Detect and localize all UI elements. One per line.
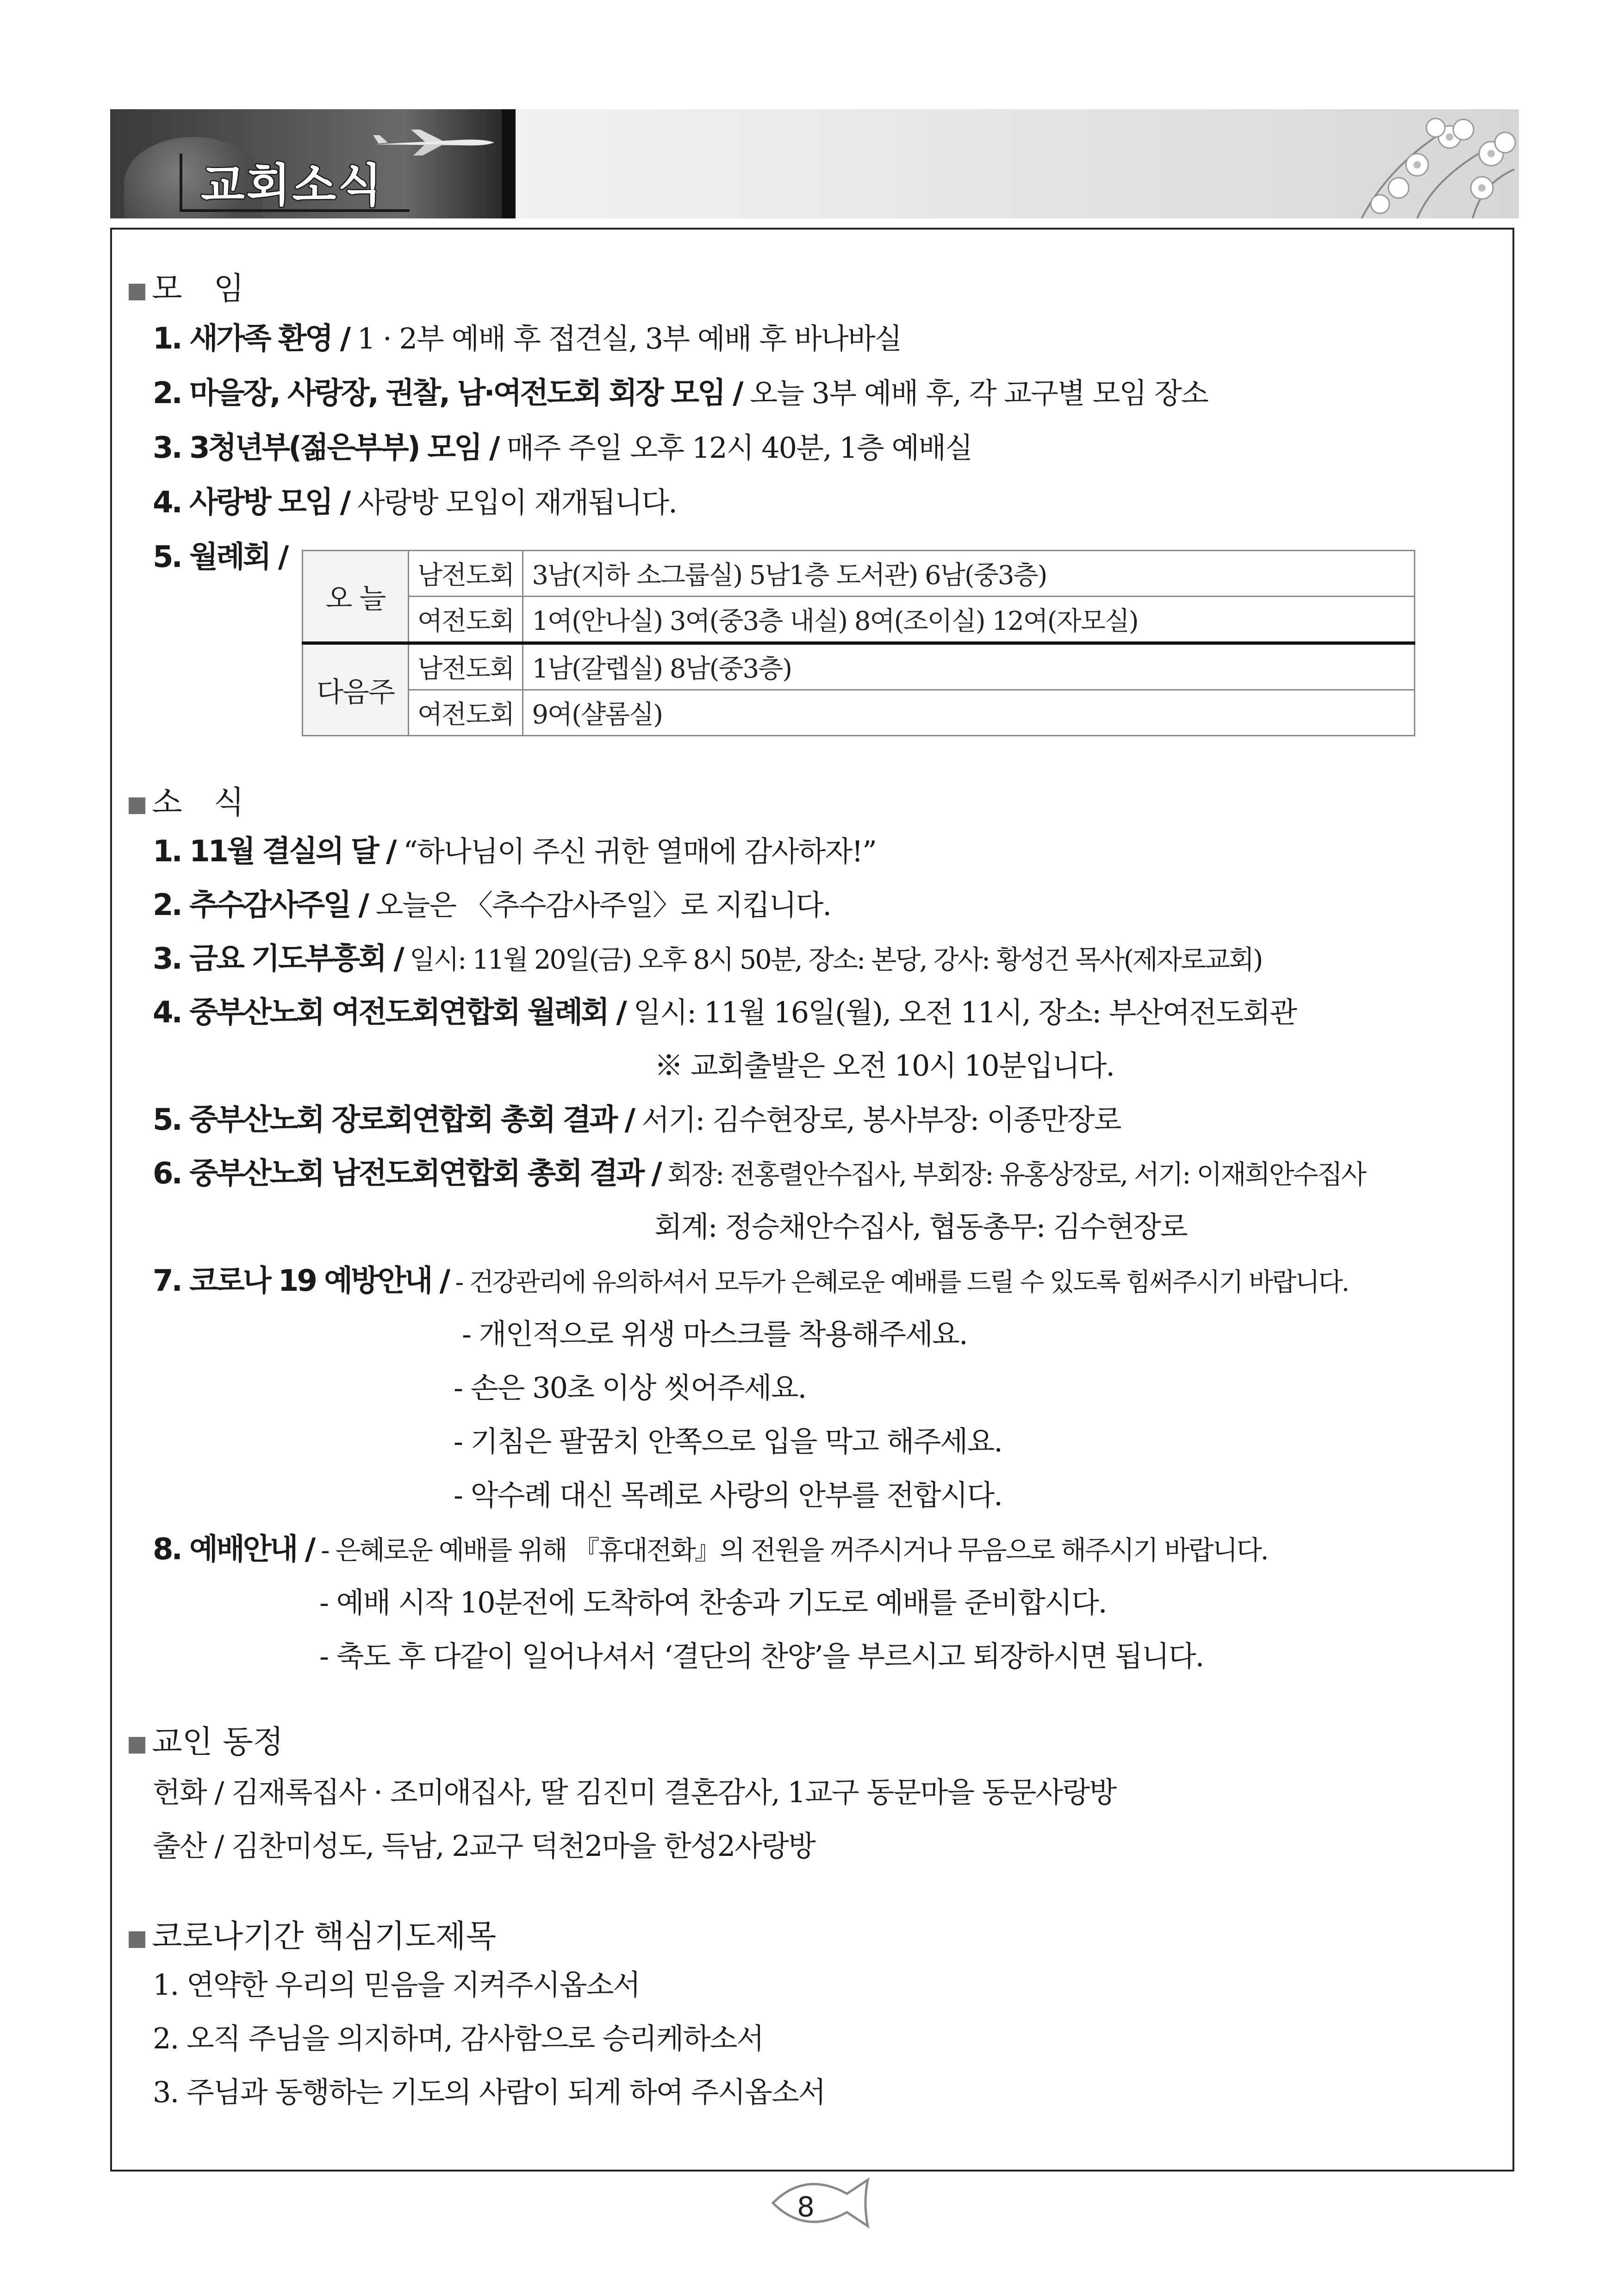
square-bullet-icon — [129, 284, 145, 300]
square-bullet-icon — [129, 1931, 145, 1948]
table-cell: 남전도회 — [409, 551, 523, 597]
news-item: 1. 11월 결실의 달 / “하나님이 주신 귀한 열매에 감사하자!” — [153, 834, 876, 869]
members-item: 헌화 / 김재록집사 · 조미애집사, 딸 김진미 결혼감사, 1교구 동문마을 동문사랑방 — [153, 1775, 1116, 1809]
table-cell: 1남(갈렙실) 8남(중3층) — [523, 643, 1415, 690]
news-item: 7. 코로나 19 예방안내 / - 건강관리에 유의하셔서 모두가 은혜로운 예배를 드릴 수 있도록 힘써주시기 바랍니다. — [153, 1264, 1349, 1298]
page-number: 8 — [768, 2175, 879, 2231]
news-item: 2. 추수감사주일 / 오늘은 〈추수감사주일〉로 지킵니다. — [153, 888, 831, 922]
section-header-banner — [110, 109, 1519, 218]
news-item-note: - 개인적으로 위생 마스크를 착용해주세요. — [462, 1317, 967, 1351]
news-item: 3. 금요 기도부흥회 / 일시: 11월 20일(금) 오후 8시 50분, 장소: 본당, 강사: 황성건 목사(제자로교회) — [153, 942, 1262, 976]
section-title-members: 교인 동정 — [129, 1717, 283, 1762]
meeting-item: 3. 3청년부(젊은부부) 모임 / 매주 주일 오후 12시 40분, 1층 예배실 — [153, 431, 972, 465]
table-cell: 1여(안나실) 3여(중3층 내실) 8여(조이실) 12여(자모실) — [523, 597, 1415, 643]
news-item-note: - 악수례 대신 목례로 사랑의 안부를 전합시다. — [454, 1478, 1002, 1512]
monthly-meeting-table — [302, 550, 1415, 736]
prayer-item: 3. 주님과 동행하는 기도의 사람이 되게 하여 주시옵소서 — [153, 2075, 825, 2109]
table-row — [303, 597, 1415, 643]
prayer-item: 1. 연약한 우리의 믿음을 지켜주시옵소서 — [153, 1968, 640, 2002]
news-item-note: - 기침은 팔꿈치 안쪽으로 입을 막고 해주세요. — [454, 1425, 1002, 1458]
section-title-news: 소 식 — [129, 778, 244, 822]
news-item: 5. 중부산노회 장로회연합회 총회 결과 / 서기: 김수현장로, 봉사부장: 이종만장로 — [153, 1103, 1121, 1137]
meeting-item: 1. 새가족 환영 / 1 · 2부 예배 후 접견실, 3부 예배 후 바나바실 — [153, 322, 902, 356]
news-item-note: - 예배 시작 10분전에 도착하여 찬송과 기도로 예배를 준비합시다. — [319, 1586, 1107, 1619]
news-item-note: ※ 교회출발은 오전 10시 10분입니다. — [654, 1049, 1114, 1083]
flowers-icon — [1297, 109, 1519, 218]
news-item: 6. 중부산노회 남전도회연합회 총회 결과 / 회장: 전홍렬안수집사, 부회장: 유홍상장로, 서기: 이재희안수집사 — [153, 1157, 1365, 1191]
table-cell: 여전도회 — [409, 597, 523, 643]
section-title-prayer: 코로나기간 핵심기도제목 — [129, 1911, 496, 1956]
table-row — [303, 643, 1415, 690]
table-row — [303, 690, 1415, 736]
table-group-cell: 다음주 — [303, 643, 409, 736]
table-cell: 3남(지하 소그룹실) 5남1층 도서관) 6남(중3층) — [523, 551, 1415, 597]
meeting-item: 2. 마을장, 사랑장, 권찰, 남·여전도회 회장 모임 / 오늘 3부 예배 후, 각 교구별 모임 장소 — [153, 376, 1208, 411]
header-divider — [502, 109, 516, 218]
fish-icon — [768, 2175, 879, 2231]
square-bullet-icon — [129, 797, 145, 814]
table-cell: 남전도회 — [409, 643, 523, 690]
table-cell: 여전도회 — [409, 690, 523, 736]
table-group-cell: 오 늘 — [303, 551, 409, 643]
table-row — [303, 551, 1415, 597]
news-item-note: - 손은 30초 이상 씻어주세요. — [454, 1371, 806, 1405]
news-item: 4. 중부산노회 여전도회연합회 월례회 / 일시: 11월 16일(월), 오전 11시, 장소: 부산여전도회관 — [153, 996, 1297, 1030]
members-item: 출산 / 김찬미성도, 득남, 2교구 덕천2마을 한성2사랑방 — [153, 1829, 815, 1863]
meeting-item: 4. 사랑방 모임 / 사랑방 모입이 재개됩니다. — [153, 485, 677, 520]
table-cell: 9여(샬롬실) — [523, 690, 1415, 736]
meeting-item: 5. 월례회 / — [153, 540, 287, 574]
news-item-note: - 축도 후 다같이 일어나셔서 ‘결단의 찬양’을 부르시고 퇴장하시면 됩니다. — [319, 1639, 1204, 1673]
square-bullet-icon — [129, 1737, 145, 1754]
section-title-meeting: 모 임 — [129, 264, 244, 309]
page-title: 교회소식 — [180, 154, 410, 212]
news-item: 8. 예배안내 / - 은혜로운 예배를 위해 『휴대전화』의 전원을 꺼주시거나 무음으로 해주시기 바랍니다. — [153, 1532, 1268, 1567]
news-item-note: 회계: 정승채안수집사, 협동총무: 김수현장로 — [654, 1210, 1187, 1244]
prayer-item: 2. 오직 주님을 의지하며, 감사함으로 승리케하소서 — [153, 2022, 764, 2055]
